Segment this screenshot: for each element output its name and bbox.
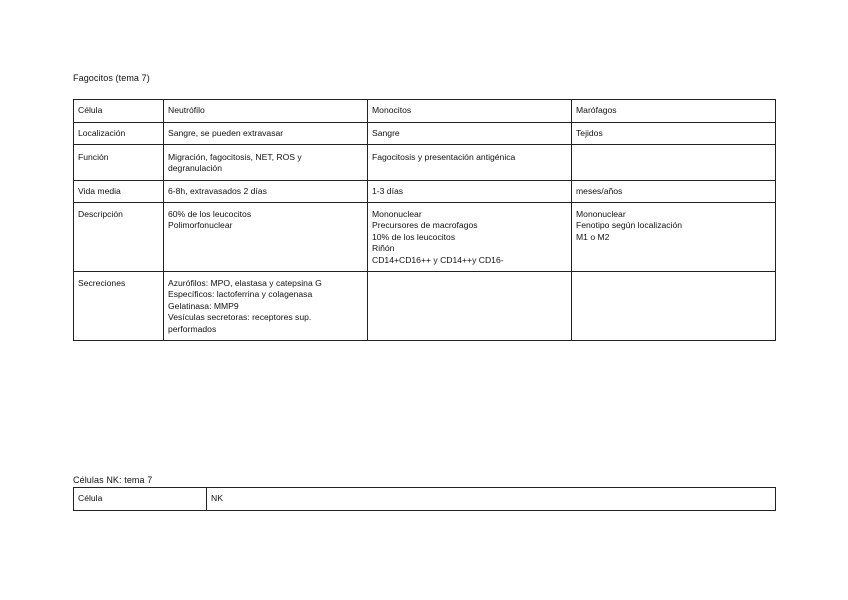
table-cell: Mononuclear Precursores de macrofagos 10% de los leucocitos Riñón CD14+CD16++ y CD14++y CD16- xyxy=(368,203,572,272)
header-cell: NK xyxy=(207,488,776,511)
table-cell: Mononuclear Fenotipo según localización M1 o M2 xyxy=(572,203,776,272)
row-label: Localización xyxy=(74,123,164,145)
section-heading-fagocitos: Fagocitos (tema 7) xyxy=(73,73,150,83)
table-cell: Fagocitosis y presentación antigénica xyxy=(368,145,572,181)
row-label: Función xyxy=(74,145,164,181)
table-row xyxy=(74,145,776,181)
header-cell: Célula xyxy=(74,488,207,511)
table-row xyxy=(74,123,776,145)
table-cell: Migración, fagocitosis, NET, ROS y degranulación xyxy=(164,145,368,181)
header-cell: Marófagos xyxy=(572,100,776,123)
row-label: Secreciones xyxy=(74,272,164,341)
header-cell: Neutrófilo xyxy=(164,100,368,123)
nk-table xyxy=(73,487,776,511)
table-cell xyxy=(572,272,776,341)
table-cell xyxy=(572,145,776,181)
fagocitos-table xyxy=(73,99,776,341)
row-label: Vida media xyxy=(74,181,164,203)
table-cell: meses/años xyxy=(572,181,776,203)
table-cell: 60% de los leucocitos Polimorfonuclear xyxy=(164,203,368,272)
table-header-row xyxy=(74,488,776,511)
table-cell: 1-3 días xyxy=(368,181,572,203)
table-cell: Sangre xyxy=(368,123,572,145)
table-cell: 6-8h, extravasados 2 días xyxy=(164,181,368,203)
section-heading-nk: Células NK: tema 7 xyxy=(73,475,153,485)
header-cell: Monocitos xyxy=(368,100,572,123)
table-cell: Tejidos xyxy=(572,123,776,145)
header-cell: Célula xyxy=(74,100,164,123)
row-label: Descripción xyxy=(74,203,164,272)
table-row xyxy=(74,272,776,341)
table-row xyxy=(74,181,776,203)
table-row xyxy=(74,203,776,272)
table-cell: Sangre, se pueden extravasar xyxy=(164,123,368,145)
table-header-row xyxy=(74,100,776,123)
table-cell: Azurófilos: MPO, elastasa y catepsina G Específicos: lactoferrina y colagenasa Gelatinasa: MMP9 Vesículas secretoras: receptores sup. performados xyxy=(164,272,368,341)
table-cell xyxy=(368,272,572,341)
